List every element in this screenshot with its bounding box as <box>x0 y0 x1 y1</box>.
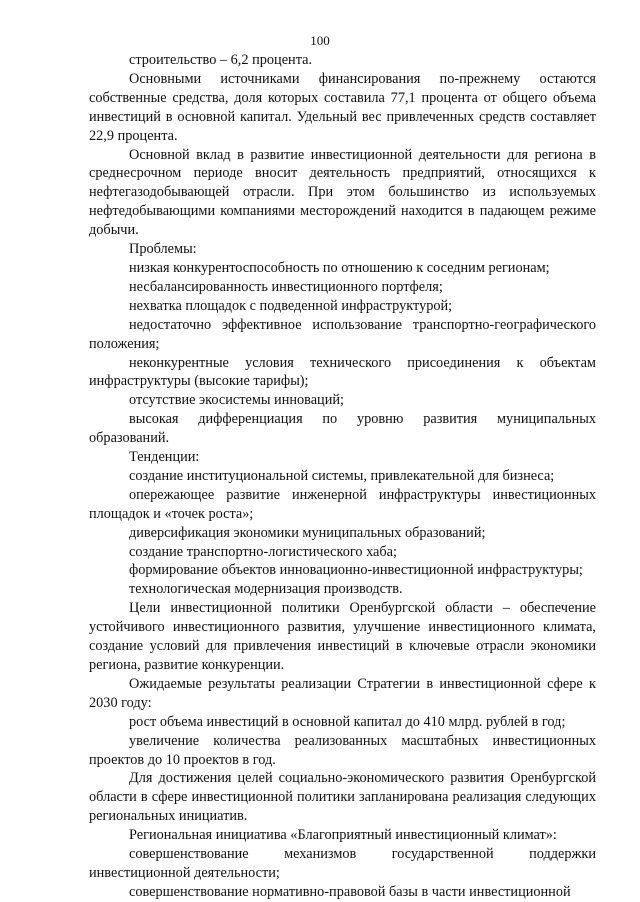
list-item: рост объема инвестиций в основной капитал до 410 млрд. рублей в год; <box>129 713 566 730</box>
paragraph: Региональная инициатива «Благоприятный инвестиционный климат»: <box>129 827 557 844</box>
list-item: высокая дифференциация по уровню развития муниципальных образований. <box>89 411 596 447</box>
list-item: низкая конкурентоспособность по отношению к соседним регионам; <box>129 259 550 276</box>
list-item: создание институциональной системы, привлекательной для бизнеса; <box>129 467 555 484</box>
list-item: увеличение количества реализованных масштабных инвестиционных проектов до 10 проектов в год. <box>89 732 596 768</box>
list-item: создание транспортно-логистического хаба; <box>129 543 397 560</box>
list-item: нехватка площадок с подведенной инфраструктурой; <box>129 297 453 314</box>
list-item: технологическая модернизация производств. <box>129 581 403 598</box>
paragraph: Основными источниками финансирования по-прежнему остаются собственные средства, доля которых составила 77,1 процента от общего объема инвестиций в основной капитал. Удельный вес привлеченных средств составляет 22,9 процента. <box>89 70 596 144</box>
list-item: совершенствование механизмов государственной поддержки инвестиционной деятельности; <box>89 846 596 881</box>
page-number: 100 <box>310 33 330 48</box>
list-item: недостаточно эффективное использование транспортно-географического положения; <box>89 316 596 352</box>
list-item: диверсификация экономики муниципальных образований; <box>129 524 486 541</box>
list-item: опережающее развитие инженерной инфраструктуры инвестиционных площадок и «точек роста»; <box>89 486 596 522</box>
paragraph: Основной вклад в развитие инвестиционной деятельности для региона в среднесрочном периоде вносит деятельность предприятий, относящихся к нефтегазодобывающей отрасли. При этом большинство из используемых нефтедобывающими компаниями месторождений находится в падающем режиме добычи. <box>89 146 596 239</box>
list-item: несбалансированность инвестиционного портфеля; <box>129 278 443 295</box>
paragraph: Для достижения целей социально-экономического развития Оренбургской области в сфере инвестиционной политики запланирована реализация следующих региональных инициатив. <box>89 770 596 825</box>
section-label-trends: Тенденции: <box>129 449 200 466</box>
list-item: отсутствие экосистемы инноваций; <box>129 392 344 409</box>
paragraph: строительство – 6,2 процента. <box>129 52 313 68</box>
paragraph: Ожидаемые результаты реализации Стратегии в инвестиционной сфере к 2030 году: <box>89 675 596 711</box>
list-item: неконкурентные условия технического присоединения к объектам инфраструктуры (высокие тарифы); <box>89 354 596 390</box>
document-body <box>89 51 596 902</box>
list-item: формирование объектов инновационно-инвестиционной инфраструктуры; <box>129 562 583 579</box>
list-item: совершенствование нормативно-правовой базы в части инвестиционной <box>129 883 571 900</box>
section-label-problems: Проблемы: <box>129 241 197 258</box>
paragraph: Цели инвестиционной политики Оренбургской области – обеспечение устойчивого инвестиционного развития, улучшение инвестиционного климата, создание условий для привлечения инвестиций в ключевые отрасли экономики региона, развитие конкуренции. <box>89 600 596 673</box>
